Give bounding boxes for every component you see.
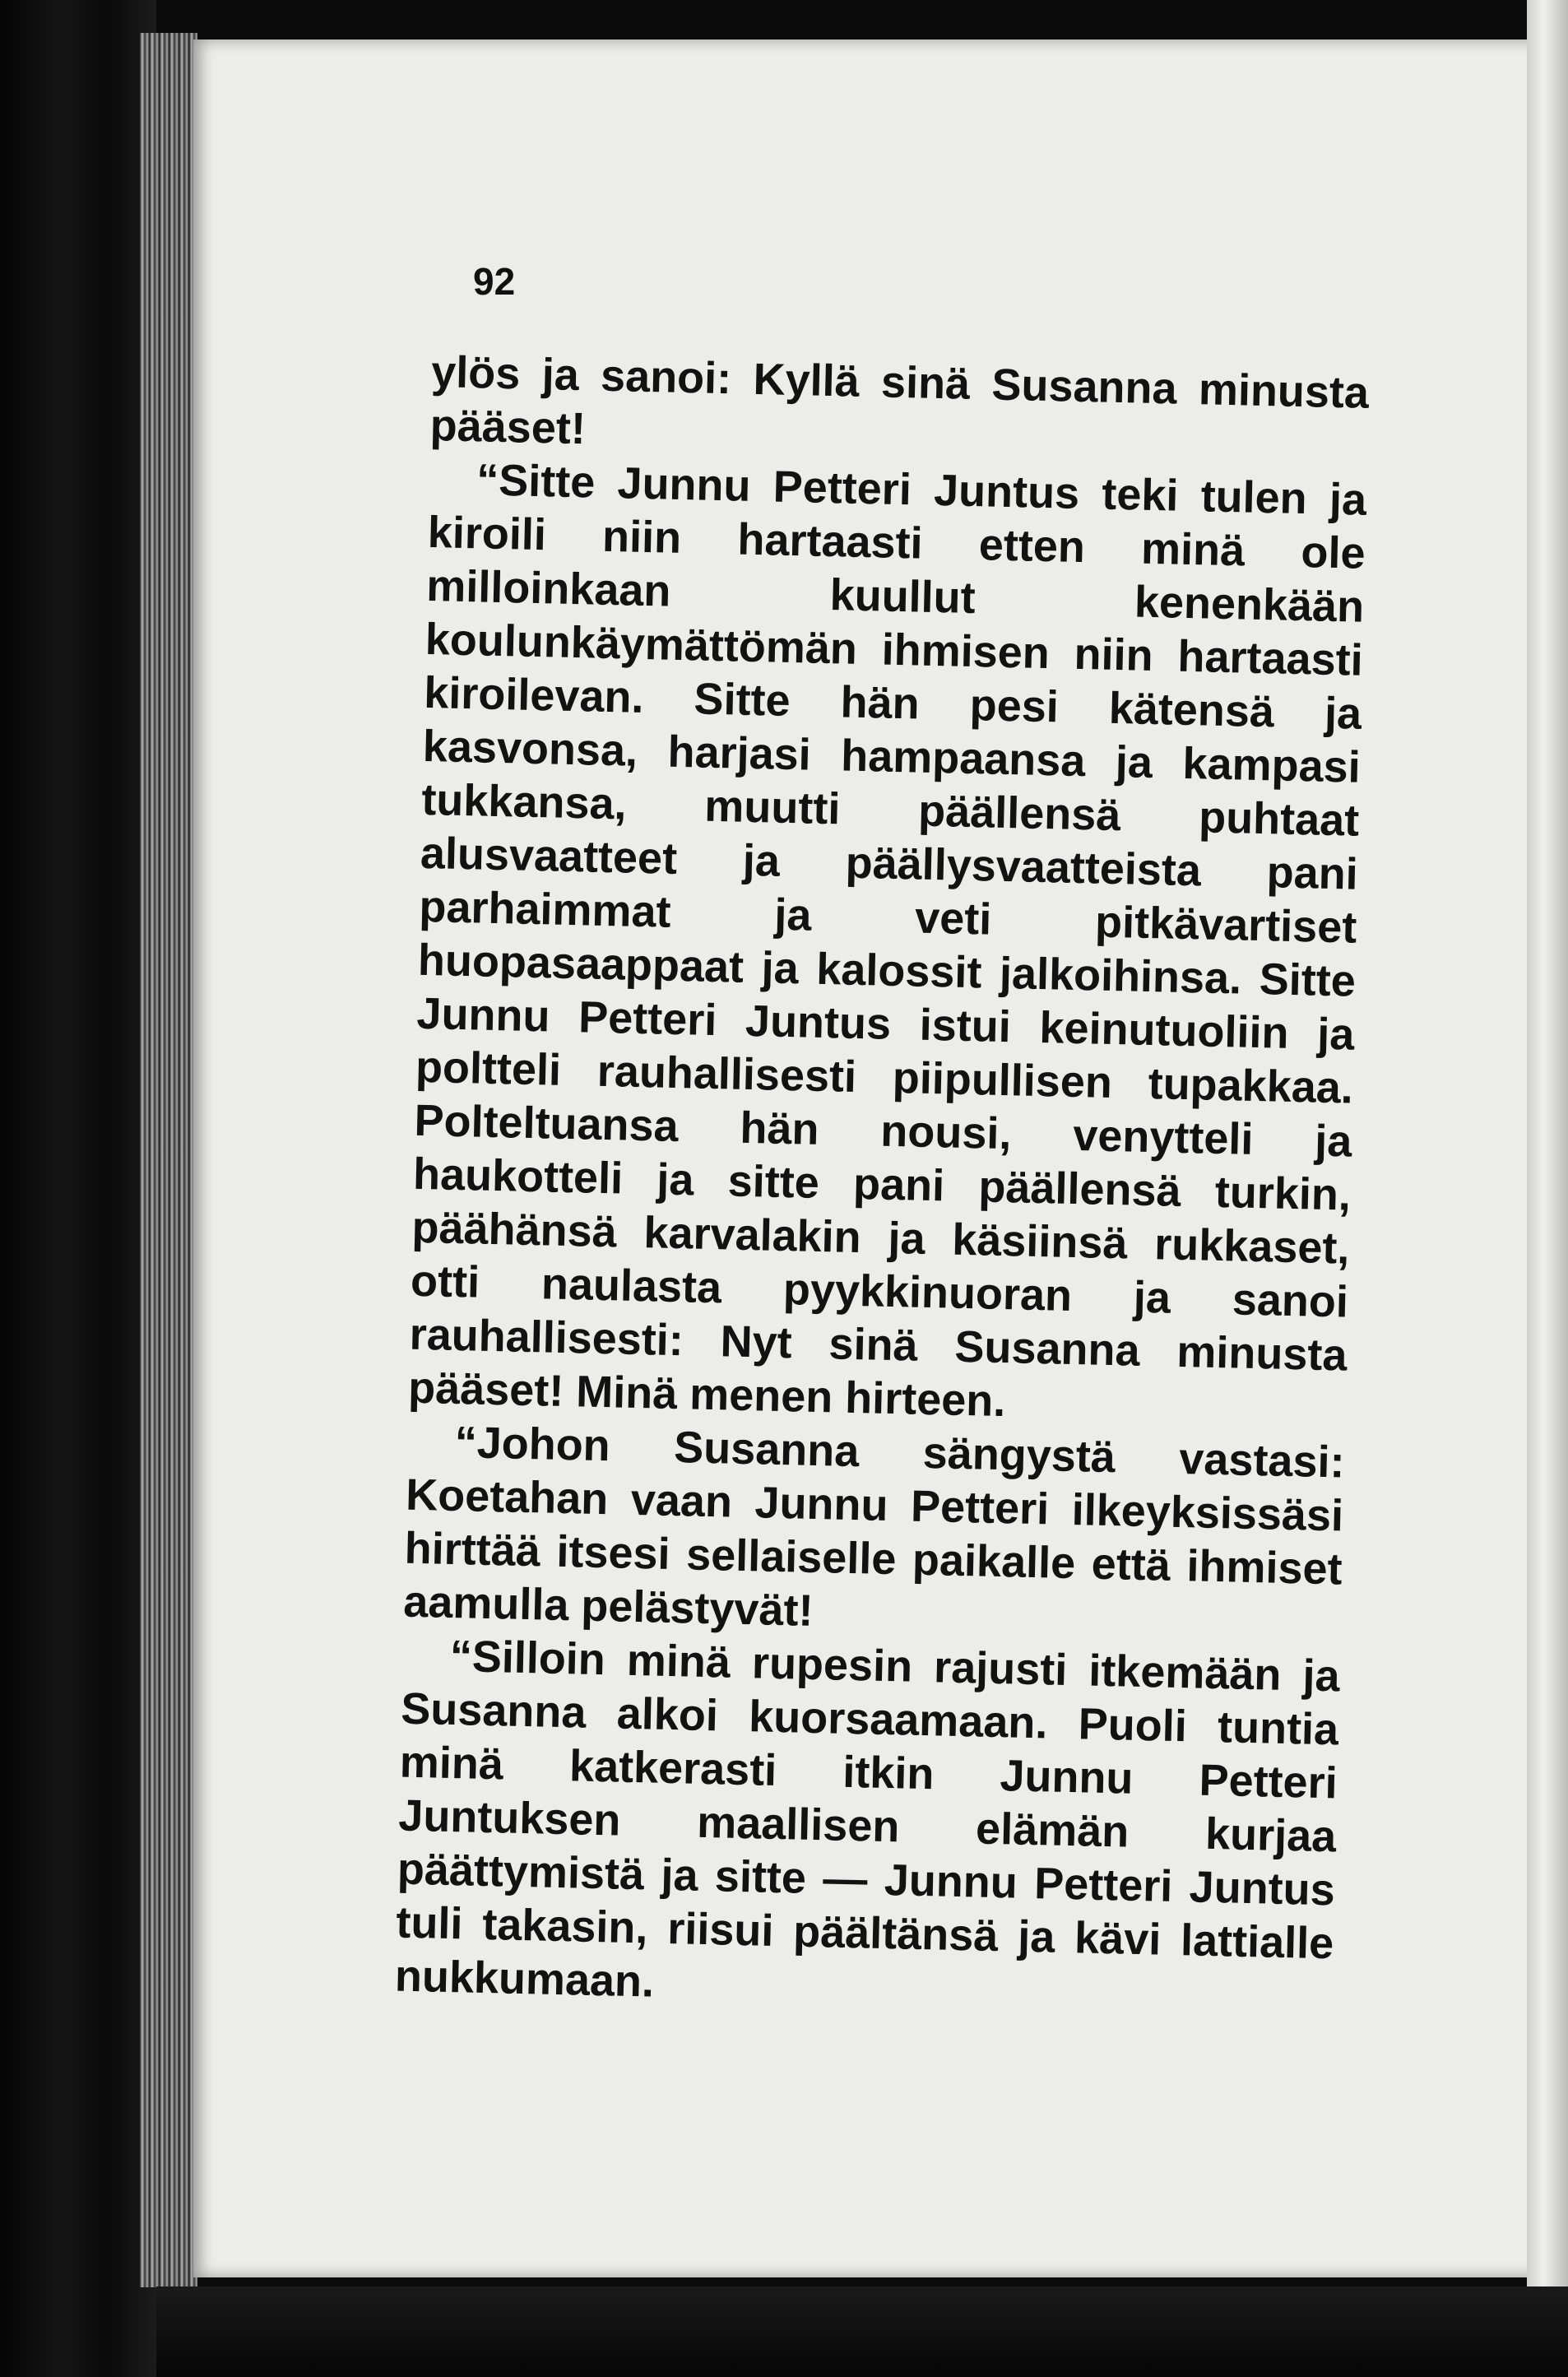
- paragraph: ylös ja sanoi: Kyllä sinä Susanna minusta pääset!: [429, 346, 1370, 454]
- bottom-shadow: [156, 2286, 1568, 2377]
- right-page-edge: [1527, 0, 1568, 2377]
- body-text: [394, 346, 1369, 2024]
- page-edges: [140, 33, 197, 2287]
- paragraph: “Johon Susanna sängystä vastasi: Koetahan vaan Junnu Petteri ilkeyksissäsi hirttää itsesi sellaiselle paikalle että ihmiset aamulla pelästyvät!: [402, 1417, 1346, 1636]
- paragraph: “Silloin minä rupesin rajusti itkemään ja Susanna alkoi kuorsaamaan. Puoli tuntia minä katkerasti itkin Junnu Petteri Juntuksen maallisen elämän kurjaa päättymistä ja sitte — Junnu Petteri Juntus tuli takasin, riisui päältänsä ja kävi lattialle nukkumaan.: [394, 1631, 1341, 2007]
- paragraph: “Sitte Junnu Petteri Juntus teki tulen ja kiroili niin hartaasti etten minä ole milloinkaan kuullut kenenkään koulunkäymättömän ihmisen niin hartaasti kiroilevan. Sitte hän pesi kätensä ja kasvonsa, harjasi hampaansa ja kampasi tukkansa, muutti päällensä puhtaat alusvaatteet ja päällysvaatteista pani parhaimmat ja veti pitkävartiset huopasaappaat ja kalossit jalkoihinsa. Sitte Junnu Petteri Juntus istui keinutuoliin ja poltteli rauhallisesti piipullisen tupakkaa. Polteltuansa hän nousi, venytteli ja haukotteli ja sitte pani päällensä turkin, päähänsä karvalakin ja käsiinsä rukkaset, otti naulasta pyykkinuoran ja sanoi rauhallisesti: Nyt sinä Susanna minusta pääset! Minä menen hirteen.: [407, 455, 1367, 1427]
- page-number: 92: [473, 260, 516, 303]
- book-spine: [0, 0, 156, 2377]
